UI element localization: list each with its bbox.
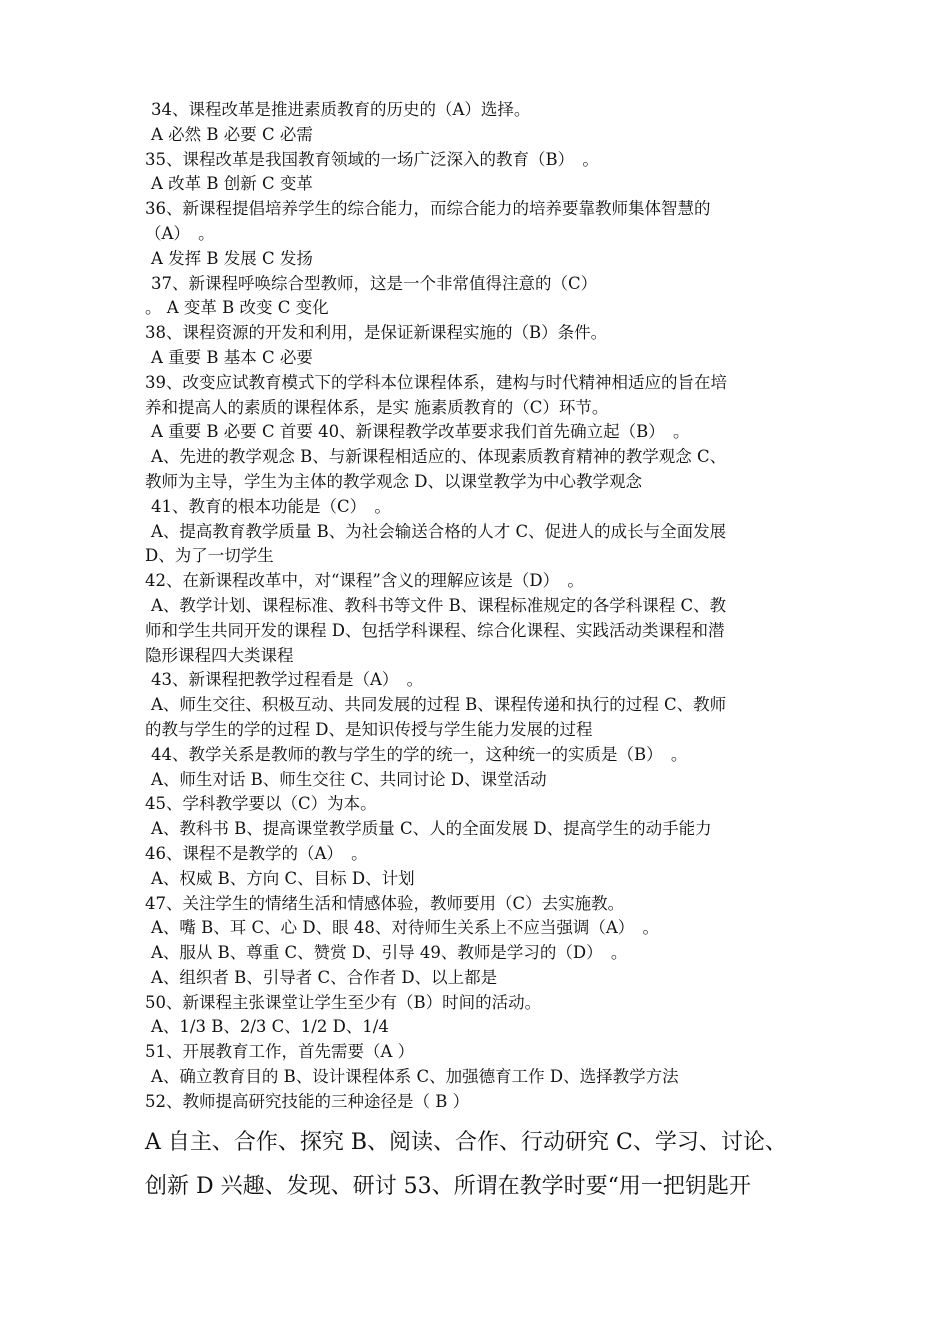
text-line: A 改革 B 创新 C 变革: [151, 174, 313, 194]
text-line: A 发挥 B 发展 C 发扬: [151, 248, 313, 268]
text-line: 。 A 变革 B 改变 C 变化: [145, 298, 329, 318]
text-line: A、先进的教学观念 B、与新课程相适应的、体现素质教育精神的教学观念 C、: [151, 447, 727, 467]
question-list: [145, 98, 825, 1115]
text-line: 52、教师提高研究技能的三种途径是（ B ）: [145, 1091, 470, 1111]
text-line: 的教与学生的学的过程 D、是知识传授与学生能力发展的过程: [145, 719, 593, 739]
text-line: A 重要 B 基本 C 必要: [151, 347, 313, 367]
text-line: A、师生交往、积极互动、共同发展的过程 B、课程传递和执行的过程 C、教师: [151, 695, 727, 715]
text-line: 44、教学关系是教师的教与学生的学的统一，这种统一的实质是（B） 。: [151, 744, 688, 764]
text-line: A、嘴 B、耳 C、心 D、眼 48、对待师生关系上不应当强调（A） 。: [151, 918, 660, 938]
large-text-line: 创新 D 兴趣、发现、研讨 53、所谓在教学时要“用一把钥匙开: [145, 1174, 751, 1199]
text-line: 41、教育的根本功能是（C） 。: [151, 496, 391, 516]
text-line: 38、课程资源的开发和利用，是保证新课程实施的（B）条件。: [145, 323, 608, 343]
text-line: 隐形课程四大类课程: [145, 645, 294, 665]
text-line: A 必然 B 必要 C 必需: [151, 124, 313, 144]
text-line: D、为了一切学生: [145, 546, 274, 566]
text-line: 养和提高人的素质的课程体系，是实 施素质教育的（C）环节。: [145, 397, 609, 417]
text-line: 教师为主导，学生为主体的教学观念 D、以课堂教学为中心教学观念: [145, 471, 642, 491]
text-line: 42、在新课程改革中，对“课程”含义的理解应该是（D） 。: [145, 571, 584, 591]
text-line: A、教科书 B、提高课堂教学质量 C、人的全面发展 D、提高学生的动手能力: [151, 819, 712, 839]
text-line: A、1/3 B、2/3 C、1/2 D、1/4: [151, 1017, 389, 1037]
text-line: 35、课程改革是我国教育领域的一场广泛深入的教育（B） 。: [145, 149, 599, 169]
text-line: A 重要 B 必要 C 首要 40、新课程教学改革要求我们首先确立起（B） 。: [151, 422, 690, 442]
text-line: A、确立教育目的 B、设计课程体系 C、加强德育工作 D、选择教学方法: [151, 1067, 679, 1087]
text-line: 37、新课程呼唤综合型教师，这是一个非常值得注意的（C）: [151, 273, 598, 293]
text-line: A、权威 B、方向 C、目标 D、计划: [151, 868, 415, 888]
text-line: A、教学计划、课程标准、教科书等文件 B、课程标准规定的各学科课程 C、教: [151, 595, 727, 615]
large-text-block: [145, 1121, 825, 1209]
text-line: 39、改变应试教育模式下的学科本位课程体系，建构与时代精神相适应的旨在培: [145, 372, 727, 392]
text-line: （A） 。: [145, 223, 215, 243]
large-text-line: A 自主、合作、探究 B、阅读、合作、行动研究 C、学习、讨论、: [145, 1130, 787, 1155]
text-line: 师和学生共同开发的课程 D、包括学科课程、综合化课程、实践活动类课程和潜: [145, 620, 725, 640]
text-line: A、服从 B、尊重 C、赞赏 D、引导 49、教师是学习的（D） 。: [151, 943, 628, 963]
text-line: A、师生对话 B、师生交往 C、共同讨论 D、课堂活动: [151, 769, 547, 789]
text-line: 51、开展教育工作，首先需要（A ）: [145, 1042, 415, 1062]
text-line: 36、新课程提倡培养学生的综合能力，而综合能力的培养要靠教师集体智慧的: [145, 199, 711, 219]
text-line: A、组织者 B、引导者 C、合作者 D、以上都是: [151, 967, 498, 987]
text-line: 43、新课程把教学过程看是（A） 。: [151, 670, 424, 690]
text-line: 47、关注学生的情绪生活和情感体验，教师要用（C）去实施教。: [145, 893, 625, 913]
text-line: 45、学科教学要以（C）为本。: [145, 794, 377, 814]
text-line: 34、课程改革是推进素质教育的历史的（A）选择。: [151, 100, 531, 119]
text-line: 50、新课程主张课堂让学生至少有（B）时间的活动。: [145, 992, 542, 1012]
text-line: 46、课程不是教学的（A） 。: [145, 843, 368, 863]
text-line: A、提高教育教学质量 B、为社会输送合格的人才 C、促进人的成长与全面发展: [151, 521, 727, 541]
